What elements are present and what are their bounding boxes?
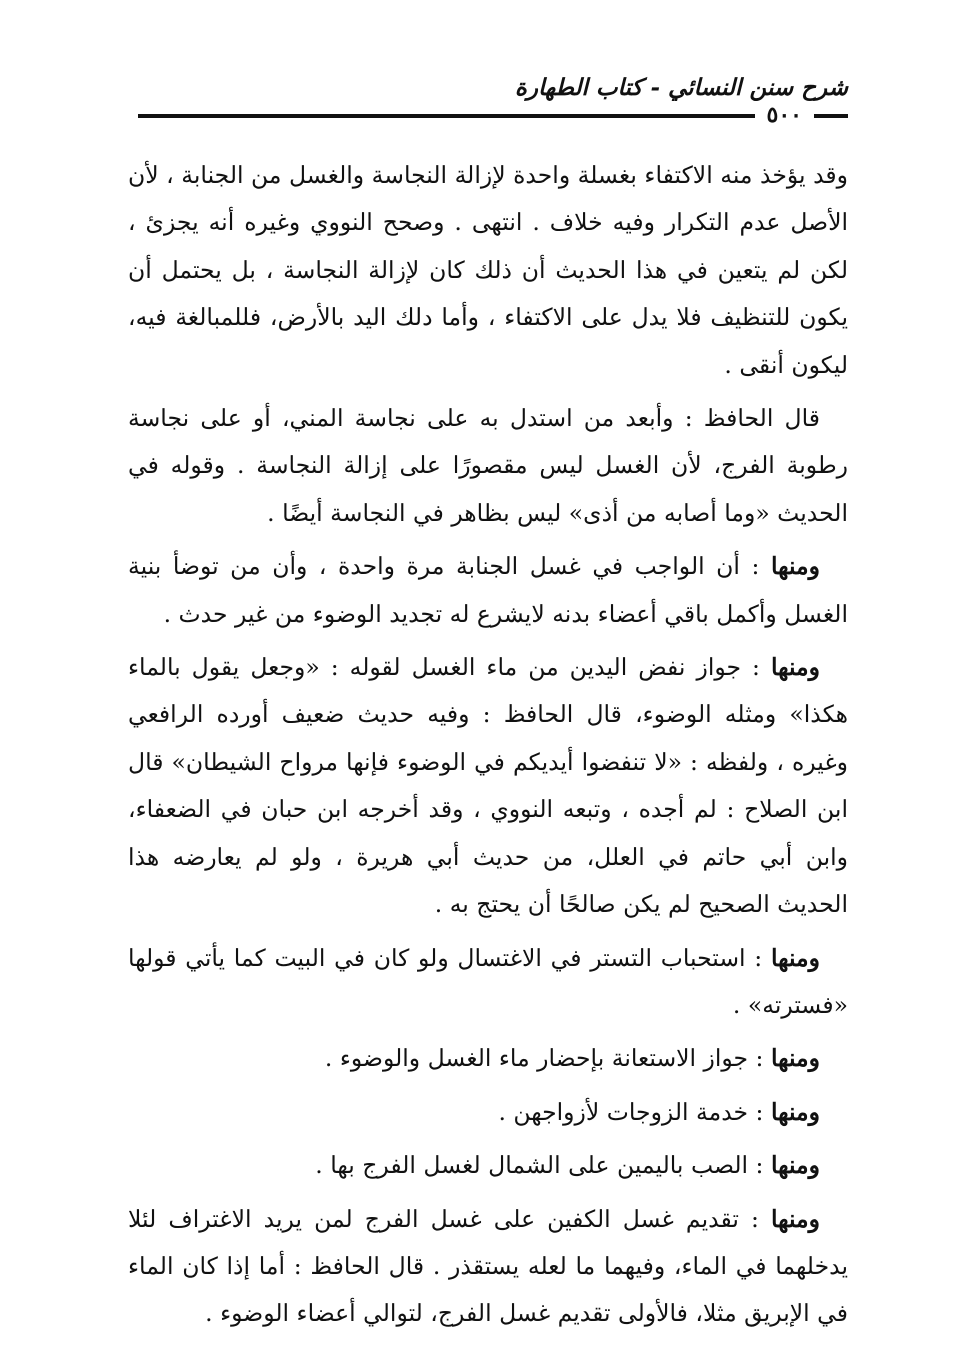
- paragraph-5: [128, 935, 848, 1030]
- paragraph-lead: ومنها: [770, 1151, 820, 1180]
- paragraph-lead: ومنها: [770, 653, 820, 682]
- header-rule: [138, 114, 848, 118]
- paragraph-lead: ومنها: [770, 943, 820, 972]
- paragraph-7: [128, 1089, 848, 1136]
- paragraph-text: : الصب باليمين على الشمال لغسل الفرج بها .: [315, 1151, 764, 1180]
- paragraph-text: قال الحافظ : وأبعد من استدل به على نجاسة المني، أو على نجاسة رطوبة الفرج، لأن الغسل ليس مقصورًا على إزالة النجاسة . وقوله في الحديث «وما أصابه من أذى» ليس بظاهر في النجاسة أيضًا .: [128, 404, 848, 527]
- paragraph-lead: ومنها: [770, 1044, 820, 1073]
- paragraph-1: [128, 152, 848, 389]
- paragraph-9: [128, 1196, 848, 1338]
- paragraph-lead: ومنها: [770, 1097, 820, 1126]
- paragraph-text: : جواز الاستعانة بإحضار ماء الغسل والوضوء .: [324, 1044, 764, 1073]
- paragraph-4: [128, 644, 848, 928]
- paragraph-text: : تقديم غسل الكفين على غسل الفرج لمن يريد الاغتراف لئلا يدخلهما في الماء، وفيهما ما لعله يستقذر . قال الحافظ : أما إذا كان الماء في الإبريق مثلا، فالأولى تقديم غسل الفرج، لتوالي أعضاء الوضوء .: [128, 1204, 848, 1328]
- paragraph-text: : خدمة الزوجات لأزواجهن .: [498, 1097, 764, 1126]
- running-title: شرح سنن النسائي - كتاب الطهارة: [514, 74, 848, 101]
- paragraph-6: [128, 1035, 848, 1082]
- paragraph-lead: ومنها: [770, 1204, 820, 1233]
- page-header: [138, 74, 848, 134]
- paragraph-text: : استحباب التستر في الاغتسال ولو كان في البيت كما يأتي قولها «فسترته» .: [128, 943, 848, 1019]
- paragraph-text: : جواز نفض اليدين من ماء الغسل لقوله : «وجعل يقول بالماء هكذا» ومثله الوضوء، قال الحافظ : وفيه حديث ضعيف أورده الرافعي وغيره ، ولفظه : «لا تنفضوا أيديكم في الوضوء فإنها مرواح الشيطان» قال ابن الصلاح : لم أجده ، وتبعه النووي ، وقد أخرجه ابن حبان في الضعفاء، وابن أبي حاتم في العلل، من حديث أبي هريرة ، ولو لم يعارضه هذا الحديث الصحيح لم يكن صالحًا أن يحتج به .: [128, 653, 848, 919]
- paragraph-3: [128, 543, 848, 638]
- paragraph-8: [128, 1142, 848, 1189]
- body-text: [128, 152, 848, 1344]
- paragraph-lead: ومنها: [770, 552, 820, 581]
- paragraph-2: [128, 395, 848, 537]
- paragraph-text: : أن الواجب في غسل الجنابة مرة واحدة ، وأن من توضأ بنية الغسل وأكمل باقي أعضاء بدنه لايشرع له تجديد الوضوء من غير حدث .: [128, 552, 848, 628]
- paragraph-text: وقد يؤخذ منه الاكتفاء بغسلة واحدة لإزالة النجاسة والغسل من الجنابة ، لأن الأصل عدم التكرار وفيه خلاف . انتهى . وصحح النووي وغيره أنه يجزئ ، لكن لم يتعين في هذا الحديث أن ذلك كان لإزالة النجاسة ، بل يحتمل أن يكون للتنظيف فلا يدل على الاكتفاء ، وأما دلك اليد بالأرض، فللمبالغة فيه، ليكون أنقى .: [128, 161, 848, 379]
- page-number: ٥٠٠: [755, 104, 814, 126]
